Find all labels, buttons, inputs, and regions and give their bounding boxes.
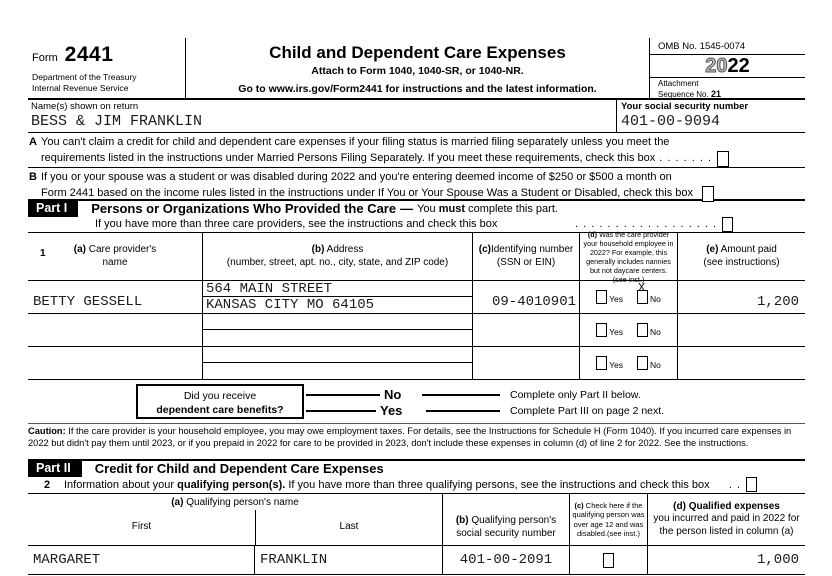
provider3-amount-field[interactable] bbox=[678, 347, 805, 380]
part1-badge: Part I bbox=[28, 201, 78, 217]
col-b-header: (b) Address (number, street, apt. no., city, state, and ZIP code) bbox=[203, 233, 473, 281]
provider2-yes-checkbox[interactable] bbox=[596, 323, 607, 337]
provider3-id-field[interactable] bbox=[473, 347, 580, 380]
qp1-disabled-checkbox[interactable] bbox=[603, 553, 614, 568]
flow-yes-result: Complete Part III on page 2 next. bbox=[510, 405, 665, 417]
no-connector-line-right bbox=[422, 394, 500, 396]
line-b-letter: B bbox=[29, 171, 37, 183]
provider3-name-field[interactable] bbox=[28, 347, 203, 380]
qp1-ssn-field[interactable]: 401-00-2091 bbox=[443, 546, 570, 575]
first-name-subheader: First bbox=[131, 521, 152, 532]
provider1-amount-field[interactable]: 1,200 bbox=[678, 281, 805, 314]
provider2-employee-choice: Yes No bbox=[580, 314, 678, 347]
caution-paragraph: Caution: If the care provider is your household employee, you may owe employment taxes. For details, see the Instructions for Schedule H (Form 1040). If you incurred care expenses in 2022 but didn't pay them until 2023, or if you prepaid in 2022 for care to be provided in 2023, don't include these expenses in column (d) of line 2 for 2022. See the instructions. bbox=[28, 426, 792, 448]
more-providers-dots: . . . . . . . . . . . . . . . . . . bbox=[575, 218, 717, 230]
provider1-no-x-mark: X bbox=[638, 281, 646, 295]
form-header bbox=[28, 38, 805, 100]
provider1-employee-choice: Yes X No bbox=[580, 281, 678, 314]
line-b-checkbox[interactable] bbox=[702, 186, 714, 202]
more-providers-text: If you have more than three care providers, see the instructions and check this box bbox=[95, 218, 498, 230]
col-c-header: (c)Identifying number (SSN or EIN) bbox=[473, 233, 580, 281]
col-e-header: (e) Amount paid (see instructions) bbox=[678, 233, 805, 281]
line-b bbox=[28, 168, 805, 199]
qp1-first-name-field[interactable]: MARGARET bbox=[28, 546, 255, 575]
part1-subtitle: You must complete this part. bbox=[417, 202, 558, 215]
tax-year bbox=[650, 55, 805, 78]
omb-number: OMB No. 1545-0074 bbox=[650, 38, 805, 55]
taxpayer-ssn-field[interactable]: 401-00-9094 bbox=[621, 113, 721, 130]
qp-col-b-header: (b) Qualifying person's social security number bbox=[443, 494, 570, 546]
qp1-last-name-field[interactable]: FRANKLIN bbox=[254, 546, 443, 575]
provider2-name-field[interactable] bbox=[28, 314, 203, 347]
taxpayer-row bbox=[28, 100, 805, 133]
yes-connector-line-right bbox=[426, 410, 500, 412]
form-2441-page bbox=[28, 38, 805, 575]
line-a-checkbox[interactable] bbox=[717, 151, 729, 167]
qualifying-person-table bbox=[28, 493, 805, 575]
goto-line: Go to www.irs.gov/Form2441 for instructions and the latest information. bbox=[238, 83, 597, 95]
line-2-number: 2 bbox=[44, 478, 51, 491]
flow-yes-label: Yes bbox=[380, 403, 403, 418]
part1-title: Persons or Organizations Who Provided the Care bbox=[91, 201, 397, 216]
name-label: Name(s) shown on return bbox=[31, 101, 139, 112]
qp1-disabled-cell bbox=[570, 546, 648, 575]
provider2-id-field[interactable] bbox=[473, 314, 580, 347]
dept-line1: Department of the Treasury bbox=[32, 72, 137, 82]
line-a bbox=[28, 133, 805, 168]
provider1-id-field[interactable]: 09-4010901 bbox=[473, 281, 580, 314]
form-number-block bbox=[28, 38, 186, 98]
sequence-number: 21 bbox=[710, 88, 721, 99]
provider1-name-field[interactable]: BETTY GESSELL bbox=[28, 281, 203, 314]
provider3-no-checkbox[interactable] bbox=[637, 356, 648, 370]
line-2 bbox=[28, 476, 805, 493]
provider3-yes-checkbox[interactable] bbox=[596, 356, 607, 370]
form-title-block bbox=[186, 38, 649, 98]
form-title: Child and Dependent Care Expenses bbox=[269, 43, 566, 62]
caution-label: Caution: bbox=[28, 426, 66, 436]
part2-badge: Part II bbox=[28, 461, 82, 477]
provider1-yes-checkbox[interactable] bbox=[596, 290, 607, 304]
col-d-header: (d) Was the care provider your household employee in 2022? For example, this generally includes nannies but not daycare centers. (see inst.) bbox=[580, 233, 678, 281]
col-a-header: 1 (a) Care provider's name bbox=[28, 233, 203, 281]
omb-block bbox=[649, 38, 805, 98]
line-1-number: 1 bbox=[40, 248, 46, 259]
taxpayer-name-field[interactable]: BESS & JIM FRANKLIN bbox=[31, 113, 203, 130]
yes-connector-line-left bbox=[306, 410, 376, 412]
year-outline: 20 bbox=[705, 55, 728, 77]
part2-title: Credit for Child and Dependent Care Expenses bbox=[94, 461, 384, 476]
line-a-letter: A bbox=[29, 136, 37, 148]
part2-header bbox=[28, 459, 805, 476]
line-2-text: Information about your qualifying person(s). If you have more than three qualifying persons, see the instructions and check this box bbox=[64, 478, 710, 491]
attach-line: Attach to Form 1040, 1040-SR, or 1040-NR. bbox=[311, 65, 524, 77]
no-connector-line-left bbox=[306, 394, 380, 396]
line-2-dots: . . bbox=[728, 478, 741, 491]
provider2-no-checkbox[interactable] bbox=[637, 323, 648, 337]
more-providers-checkbox[interactable] bbox=[722, 217, 733, 232]
benefits-question-box: Did you receive dependent care benefits? bbox=[136, 384, 304, 419]
flow-no-label: No bbox=[384, 387, 402, 402]
line-b-text2: Form 2441 based on the income rules listed in the instructions under If You or Your Spouse Was a Student or Disabled, check this box bbox=[41, 186, 694, 199]
line-2-checkbox[interactable] bbox=[746, 477, 757, 492]
qp-col-d-header: (d) Qualified expenses you incurred and paid in 2022 for the person listed in column (a) bbox=[648, 494, 805, 546]
flow-no-result: Complete only Part II below. bbox=[510, 389, 641, 401]
part1-dash: — bbox=[400, 201, 414, 216]
qp-col-c-header: (c) Check here if the qualifying person was over age 12 and was disabled.(see inst.) bbox=[570, 494, 648, 546]
dept-line2: Internal Revenue Service bbox=[32, 83, 129, 94]
dependent-care-benefits-flow bbox=[28, 380, 805, 424]
provider3-address-field[interactable] bbox=[203, 347, 473, 380]
part1-more-providers-line bbox=[28, 216, 805, 232]
line-a-text2: requirements listed in the instructions under Married Persons Filing Separately. If you meet these requirements, check this box bbox=[41, 151, 656, 164]
ssn-label: Your social security number bbox=[621, 101, 749, 112]
part1-header bbox=[28, 199, 805, 216]
care-provider-table bbox=[28, 229, 805, 380]
provider1-address-field[interactable]: 564 MAIN STREET KANSAS CITY MO 64105 bbox=[203, 281, 473, 314]
attachment-sequence: Attachment Sequence No. 21 bbox=[658, 79, 721, 99]
provider2-amount-field[interactable] bbox=[678, 314, 805, 347]
year-bold: 22 bbox=[727, 55, 750, 77]
form-word: Form bbox=[32, 52, 58, 64]
last-name-subheader: Last bbox=[255, 510, 442, 546]
provider2-address-field[interactable] bbox=[203, 314, 473, 347]
form-number: 2441 bbox=[64, 43, 114, 66]
line-a-leader-dots: . . . . . . . bbox=[659, 151, 712, 164]
line-b-text1: If you or your spouse was a student or was disabled during 2022 and you're entering deemed income of $250 or $500 a month on bbox=[41, 171, 672, 183]
line-a-text1: You can't claim a credit for child and dependent care expenses if your filing status is married filing separately unless you meet the bbox=[41, 136, 670, 148]
qp1-amount-field[interactable]: 1,000 bbox=[648, 546, 805, 575]
provider3-employee-choice: Yes No bbox=[580, 347, 678, 380]
qp-col-a-header: (a) Qualifying person's name First Last bbox=[28, 494, 443, 546]
